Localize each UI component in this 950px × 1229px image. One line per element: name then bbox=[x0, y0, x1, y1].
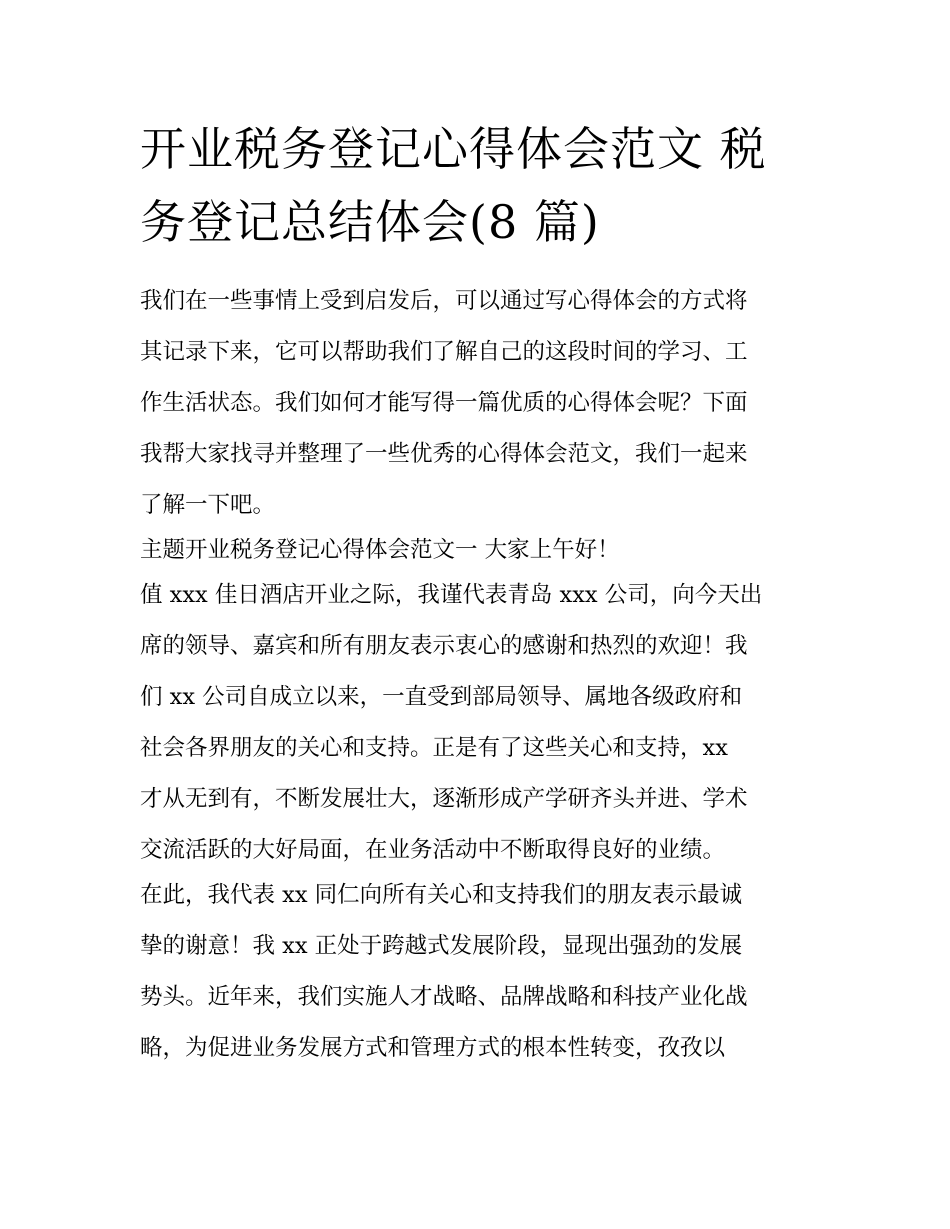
document-body bbox=[140, 281, 820, 1079]
body-line: 席的领导、嘉宾和所有朋友表示衷心的感谢和热烈的欢迎！我 bbox=[140, 633, 748, 659]
body-line: 社会各界朋友的关心和支持。正是有了这些关心和支持，xx bbox=[140, 735, 728, 761]
body-line: 在此，我代表 xx 同仁向所有关心和支持我们的朋友表示最诚 bbox=[140, 882, 743, 908]
body-line: 们 xx 公司自成立以来，一直受到部局领导、属地各级政府和 bbox=[140, 684, 743, 710]
body-line: 才从无到有，不断发展壮大，逐渐形成产学研齐头并进、学术 bbox=[140, 786, 748, 812]
body-line: 其记录下来，它可以帮助我们了解自己的这段时间的学习、工 bbox=[140, 339, 748, 365]
body-line: 挚的谢意！我 xx 正处于跨越式发展阶段，显现出强劲的发展 bbox=[140, 933, 743, 959]
body-line: 值 xxx 佳日酒店开业之际，我谨代表青岛 xxx 公司，向今天出 bbox=[140, 582, 763, 608]
body-line: 略，为促进业务发展方式和管理方式的根本性转变，孜孜以 bbox=[140, 1035, 726, 1061]
body-line: 了解一下吧。 bbox=[140, 492, 276, 518]
body-line: 我帮大家找寻并整理了一些优秀的心得体会范文，我们一起来 bbox=[140, 441, 748, 467]
title-line-1: 开业税务登记心得体会范文 税 bbox=[140, 122, 767, 176]
document-title bbox=[140, 113, 820, 259]
section-heading-line: 主题开业税务登记心得体会范文一 大家上午好！ bbox=[140, 537, 620, 563]
body-line: 交流活跃的大好局面，在业务活动中不断取得良好的业绩。 bbox=[140, 837, 726, 863]
body-line: 我们在一些事情上受到启发后，可以通过写心得体会的方式将 bbox=[140, 288, 748, 314]
title-line-2: 务登记总结体会(8 篇) bbox=[140, 195, 600, 249]
body-line: 势头。近年来，我们实施人才战略、品牌战略和科技产业化战 bbox=[140, 984, 748, 1010]
body-line: 作生活状态。我们如何才能写得一篇优质的心得体会呢？下面 bbox=[140, 390, 748, 416]
